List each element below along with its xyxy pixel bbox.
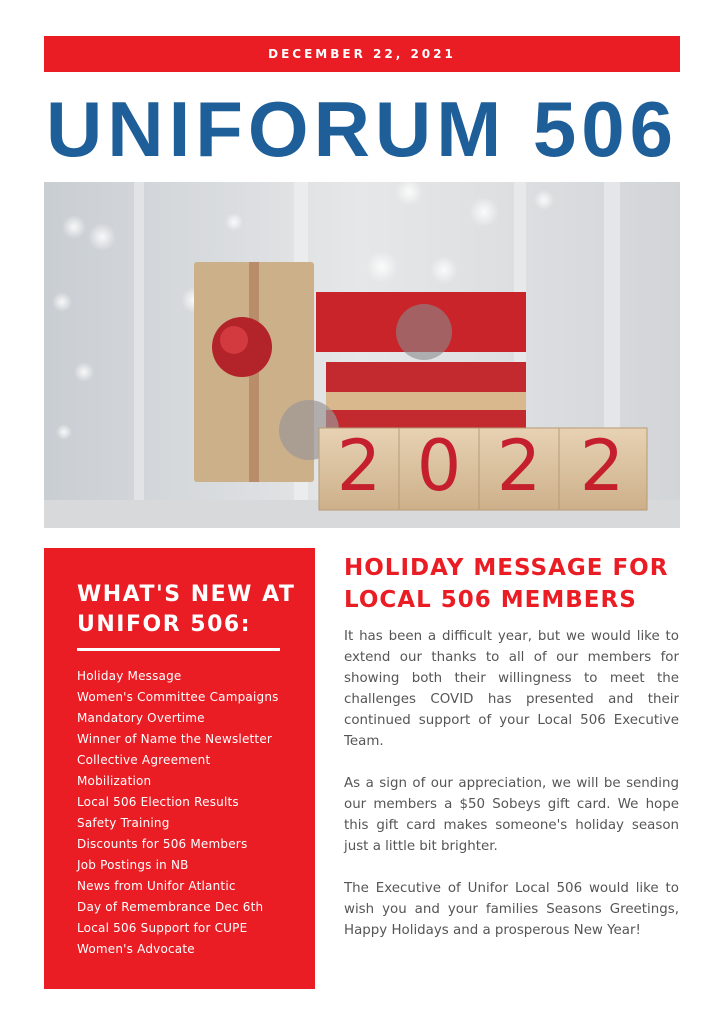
list-item: Collective Agreement [77,753,211,767]
list-item: Mobilization [77,774,152,788]
year-digit: 2 [579,425,625,507]
article-paragraph: The Executive of Unifor Local 506 would like to wish you and your families Seasons Greetings, Happy Holidays and a prosperous New Year! [344,881,679,938]
sidebar-divider [77,648,280,651]
year-digit: 2 [496,425,542,507]
date-banner [44,36,680,72]
holiday-gifts-2022-photo [44,182,680,528]
list-item: Local 506 Support for CUPE [77,921,248,935]
issue-date: DECEMBER 22, 2021 [268,47,456,61]
article-body [344,626,679,962]
newsletter-title: UNIFORUM 506 [45,85,679,173]
list-item: Women's Committee Campaigns [77,690,279,704]
year-blocks [319,425,647,510]
year-digit: 2 [336,425,382,507]
article-paragraph: It has been a difficult year, but we would like to extend our thanks to all of our members for showing both their willingness to meet the challenges COVID has presented and their continued support of your Local 506 Executive Team. [344,629,679,749]
list-item: Mandatory Overtime [77,711,205,725]
list-item: News from Unifor Atlantic [77,879,236,893]
list-item: Holiday Message [77,669,182,683]
list-item: Discounts for 506 Members [77,837,248,851]
hero-image [44,182,680,528]
whats-new-sidebar [44,548,315,989]
article-paragraph: As a sign of our appreciation, we will be sending our members a $50 Sobeys gift card. We hope this gift card makes someone's holiday season just a little bit brighter. [344,776,679,854]
contents-list [77,666,279,960]
year-digit: 0 [416,425,462,507]
article-heading: HOLIDAY MESSAGE FOR LOCAL 506 MEMBERS [344,555,669,613]
list-item: Job Postings in NB [77,858,189,872]
list-item: Local 506 Election Results [77,795,239,809]
list-item: Women's Advocate [77,942,195,956]
list-item: Safety Training [77,816,170,830]
sidebar-heading: WHAT'S NEW AT UNIFOR 506: [77,582,296,637]
list-item: Day of Remembrance Dec 6th [77,900,264,914]
list-item: Winner of Name the Newsletter [77,732,273,746]
